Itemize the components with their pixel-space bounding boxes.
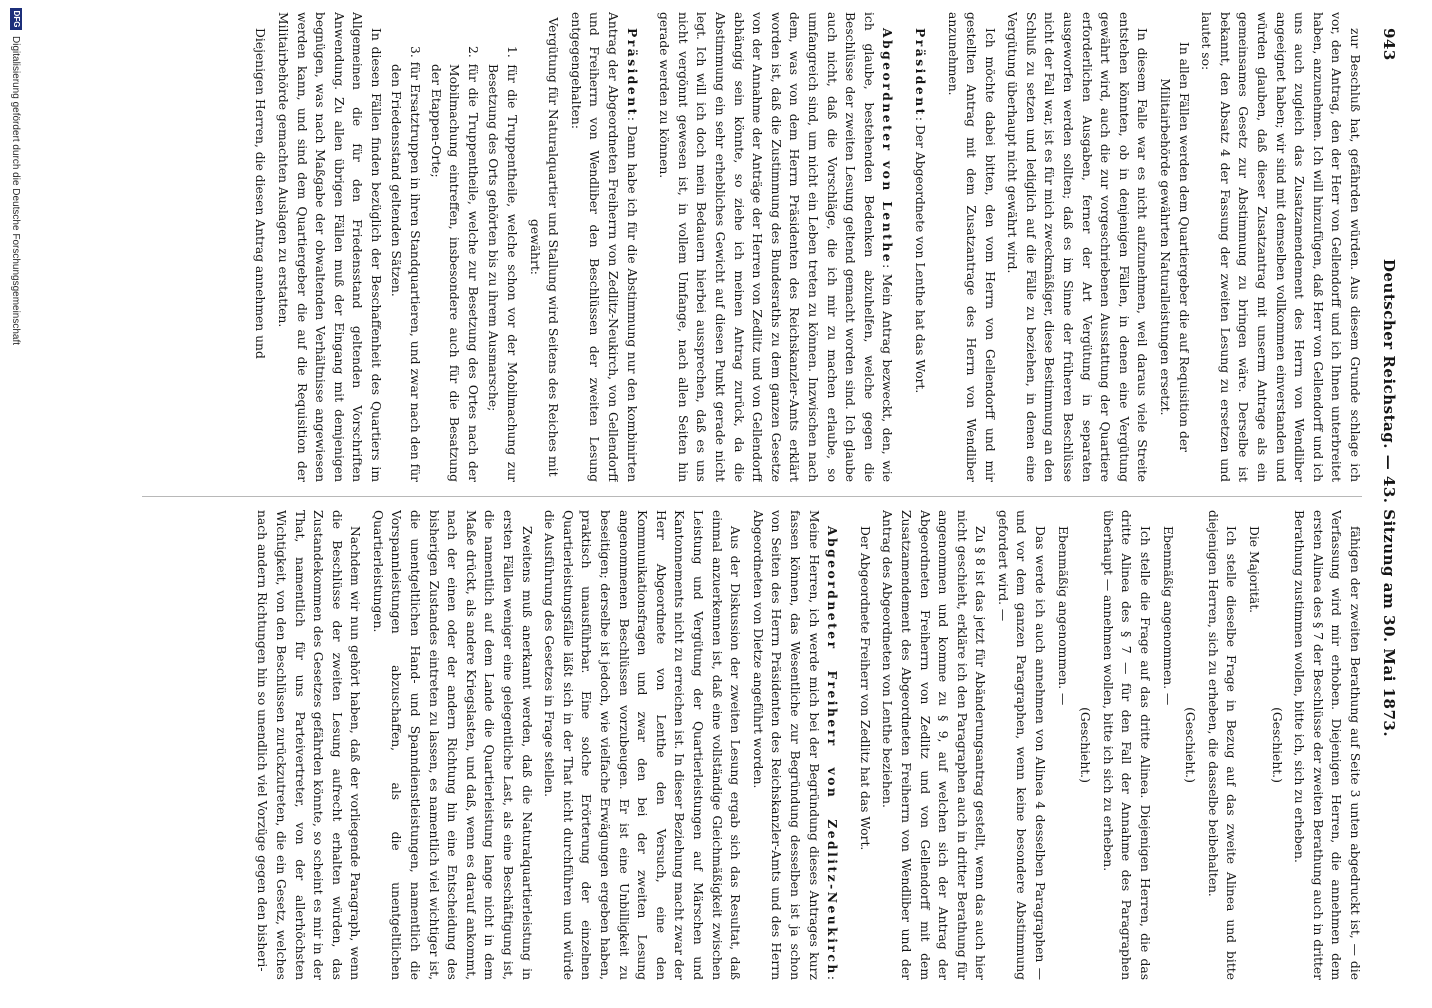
paragraph: fähigen der zweiten Berathung auf Seite 3 unten abgedruckt ist, — die Verfassung wird mir erhoben. Diejenigen Herren, die annehmen dem ersten Alinea des § 7 der Beschlüsse der zweiten Berathung auch in dritter Berathung zustimmen wollen, bitte ich, sich zu erheben. [1292, 510, 1362, 980]
speech-text: : Der Abgeordnete von Lenthe hat das Wort. [912, 116, 927, 394]
speaker-name: Abgeordneter Freiherr von Zedlitz-Neukirch [825, 526, 841, 976]
list-item: 3. für Ersatztruppen in ihren Standquartieren, und zwar nach den für den Friedensstand geltenden Sätzen. [389, 46, 423, 482]
paragraph: Ebenmäßig angenommen. — [1055, 526, 1070, 706]
list-item: 2. für die Truppentheile, welche zur Besetzung des Ortes nach der Mobilmachung eintreffen, insbesondere auch für die Besatzung der Etappen-Orte; [428, 46, 480, 482]
column-divider [142, 496, 1362, 497]
speech-text: : Meine Herren, ich werde mich bei der Begründung dieses Antrages kurz fassen können, das Wesentliche zur Begründung desselben ist ja schon von Seiten des Herrn Präsidenten des Reichskanzler-Amts und des Herrn Abgeordneten von Dietze angeführt worden. [750, 510, 840, 980]
stage-direction: (Geschieht.) [1078, 707, 1093, 783]
speaker-paragraph [566, 12, 640, 482]
paragraph: Zu § 8 ist das jetzt für Abänderungsantrag gestellt, wenn das auch hier nicht geschieht, erkläre ich den Paragraphen auch in dritter Berathung für angenommen und komme zu § 9, auf welchen sich der Antrag der Abgeordneten Freiherrn von Zedlitz und von Gellendorff mit dem Zusatzamendement des Abgeordneten Freiherrn von Wendliber und der Antrag des Abgeordneten von Lenthe beziehen. [880, 510, 988, 980]
list-item: 1. für die Truppentheile, welche schon vor der Mobilmachung zur Besetzung des Orts gehörten bis zu ihrem Ausmarsche; [486, 46, 520, 482]
speaker-name: Abgeordneter von Lenthe [880, 28, 896, 265]
paragraph: Ebenmäßig angenommen. — [1160, 526, 1175, 706]
digitization-credit [4, 0, 28, 1008]
speech-text: : Dann habe ich für die Abstimmung nur den kombinirten Antrag der Abgeordneten Freiherrn von Zedlitz-Neukirch, von Gellendorff und Freiherrn von Wendliber den Beschlüssen der zweiten Lesung entgegengehalten: [568, 12, 639, 482]
page-number: 943 [1380, 28, 1398, 61]
credit-text: Digitalisierung gefördert durch die Deutsche Forschungsgemeinschaft [10, 36, 22, 346]
paragraph: In diesem Falle war es nicht aufzunehmen, weil daraus viele Streite entstehen könnten, ob in denjenigen Fällen, in denen eine Vergütung gewährt wird, auch die zur vorgeschriebenen Ausstattung der Quartiere erforderlichen Ausgaben, ferner der Art Vergütung in separaten ausgeworfen werden sollten; daß es im Sinne der früheren Beschlüsse nicht der Fall war, ist es für mich zweckmäßiger, diese Bestimmung an den Schluß zu setzen und lediglich auf die Fälle zu beziehen, in denen eine Vergütung überhaupt nicht gewährt wird. [1005, 12, 1150, 482]
paragraph: Ich stelle die Frage auf das dritte Alinea. Diejenigen Herren, die das dritte Alinea des § 7 — für den Fall der Annahme des Paragraphen überhaupt — annehmen wollen, bitte ich sich zu erheben. [1100, 510, 1153, 980]
paragraph: Zweitens muß anerkannt werden, daß die Naturalquartierleistung in ersten Fällen weniger eine gelegentliche Last, als eine Beschäftigung ist, die namentlich auf dem Lande die Quartierleistung lange nicht in dem Maße drückt, als andere Kriegslasten, und daß, wenn es darauf ankommt, nach der einen oder der andern Richtung hin eine Entscheidung des bisherigen Zustandes eintreten zu lassen, es namentlich viel wichtiger ist, die unentgeltlichen Hand- und Spanndienstleistungen, namentlich die Vorspannleistungen abzuschaffen, als die unentgeltlichen Quartierleistungen. [370, 510, 534, 980]
paragraph: Nachdem wir nun gehört haben, daß der vorliegende Paragraph, wenn die Beschlüsse der zweiten Lesung aufrecht erhalten würden, das Zustandekommen des Gesetzes gefährden könnte, so scheint es mir in der That, namentlich für uns Parteivertreter, von der allerhöchsten Wichtigkeit, von den Beschlüssen zurückzutreten, die ein Gesetz, welches nach andern Richtungen hin so unendlich viel Vorzüge gegen den bisheri- [255, 510, 363, 980]
paragraph: Ich stelle dieselbe Frage in Bezug auf das zweite Alinea und bitte diejenigen Herren, sich zu erheben, die dasselbe beibehalten. [1205, 510, 1239, 980]
speaker-paragraph [655, 12, 897, 482]
paragraph: Die Majorität. [1247, 526, 1262, 614]
speaker-paragraph [910, 12, 929, 482]
text-column-right [114, 510, 1364, 980]
stage-direction: (Geschieht.) [1183, 707, 1198, 783]
dfg-logo: DFG [10, 8, 22, 30]
stage-direction: (Geschieht.) [1269, 707, 1284, 783]
page-title: Deutscher Reichstag. — 43. Sitzung am 30. Mai 1873. [1380, 258, 1398, 738]
paragraph: Das werde ich auch annehmen von Alinea 4 desselben Paragraphen — und vor dem ganzen Paragraphen, wenn keine besondere Abstimmung gefordert wird. — [995, 510, 1048, 980]
list-intro: Vergütung für Naturalquartier und Stallung wird Seitens des Reiches mit gewährt: [527, 17, 561, 477]
quoted-amendment: In allen Fällen werden dem Quartiergeber die auf Requisition der Militairbehörde gewährten Naturalleistungen ersetzt. [1158, 41, 1191, 453]
paragraph: Aus der Diskussion der zweiten Lesung ergab sich das Resultat, daß einmal anzuerkennen ist, daß eine vollständige Gleichmäßigkeit zwischen Leistung und Vergütung der Quartierleistungen auf Märschen und Kantonnements nicht zu erreichen ist. In dieser Beziehung macht zwar der Herr Abgeordnete von Lenthe den Versuch, eine den Kommunikationsfragen und zwar den bei der zweiten Lesung angenommenen Beschlüssen vorzubeugen. Er ist eine Unbilligkeit zu beseitigen; derselbe ist jedoch, wie vielfache Erwägungen ergeben haben, praktisch unausführbar. Eine solche Erörterung der einzelnen Quartierleistungsfälle läßt sich in der That nicht durchführen und würde die Ausführung des Gesetzes in Frage stellen. [542, 510, 743, 980]
speech-text: : Mein Antrag bezweckt, den, wie ich glaube, bestehenden Bedenken abzuhelfen, welche gegen die Beschlüsse der zweiten Lesung geltend gemacht worden sind. Ich glaube auch nicht, daß die Vorschläge, die ich mir zu machen erlaube, so umfangreich sind, um nicht ein Leben treten zu können. Inzwischen nach dem, was von dem Herrn Präsidenten des Reichskanzler-Amts erklärt worden ist, daß die Zustimmung des Bundesraths zu dem ganzen Gesetze von der Annahme der Anträge der Herren von Zedlitz und von Gellendorff abhängig sein könnte, so ziehe ich meinen Antrag zurück, da die Abstimmung ein sehr erhebliches Gewicht auf diesen Punkt gerade nicht legt. Ich will ich doch mein Bedauern hierbei aussprechen, daß es uns nicht vergönnt gewesen ist, in vollem Umfange, nach allen Seiten hin gerade werden zu können. [657, 12, 895, 482]
speaker-paragraph [748, 510, 841, 980]
page-header [1374, 18, 1404, 978]
paragraph: Diejenigen Herren, die diesen Antrag annehmen und [253, 28, 268, 359]
speaker-name: Präsident [624, 28, 640, 117]
paragraph: zur Beschluß hat, gefährden würden. Aus diesem Grunde schlage ich vor, den Antrag, den der Herr von Gellendorff und ich Ihnen unterbreitet haben, anzunehmen. Ich will hinzufügen, daß Herr von Gellendorff und ich uns auch zugleich das Zusatzamendement des Herrn von Wendliber angeeignet haben; wir sind mit demselben vollkommen einverstanden und würden glauben, daß dieser Zusatzantrag mit unserm Antrage als ein gemeinsames Gesetz zur Abstimmung zu bringen wäre. Derselbe ist bekannt, den Absatz 4 der Fassung der zweiten Lesung zu ersetzen und lautet so: [1199, 12, 1362, 482]
paragraph: In diesen Fällen finden bezüglich der Beschaffenheit des Quartiers im Allgemeinen die für den Friedensstand geltenden Vorschriften Anwendung. Zu allen übrigen Fällen muß der Eingang mit demjenigen begnügen, was nach Maßgabe der obwaltenden Verhältnisse angewiesen werden kann, und sind dem Quartiergeber die auf die Requisition der Militairbehörde gemachten Auslagen zu erstatten. [275, 12, 383, 482]
paragraph: Der Abgeordnete Freiherr von Zedlitz hat das Wort. [857, 526, 872, 851]
text-column-left [114, 12, 1364, 482]
paragraph: Ich möchte dabei bitten, den vom Herrn von Gellendorff und mir gestellten Antrag mit dem Zusatzantrage des Herrn von Wendliber anzunehmen. [945, 12, 997, 482]
speaker-name: Präsident [912, 28, 928, 117]
